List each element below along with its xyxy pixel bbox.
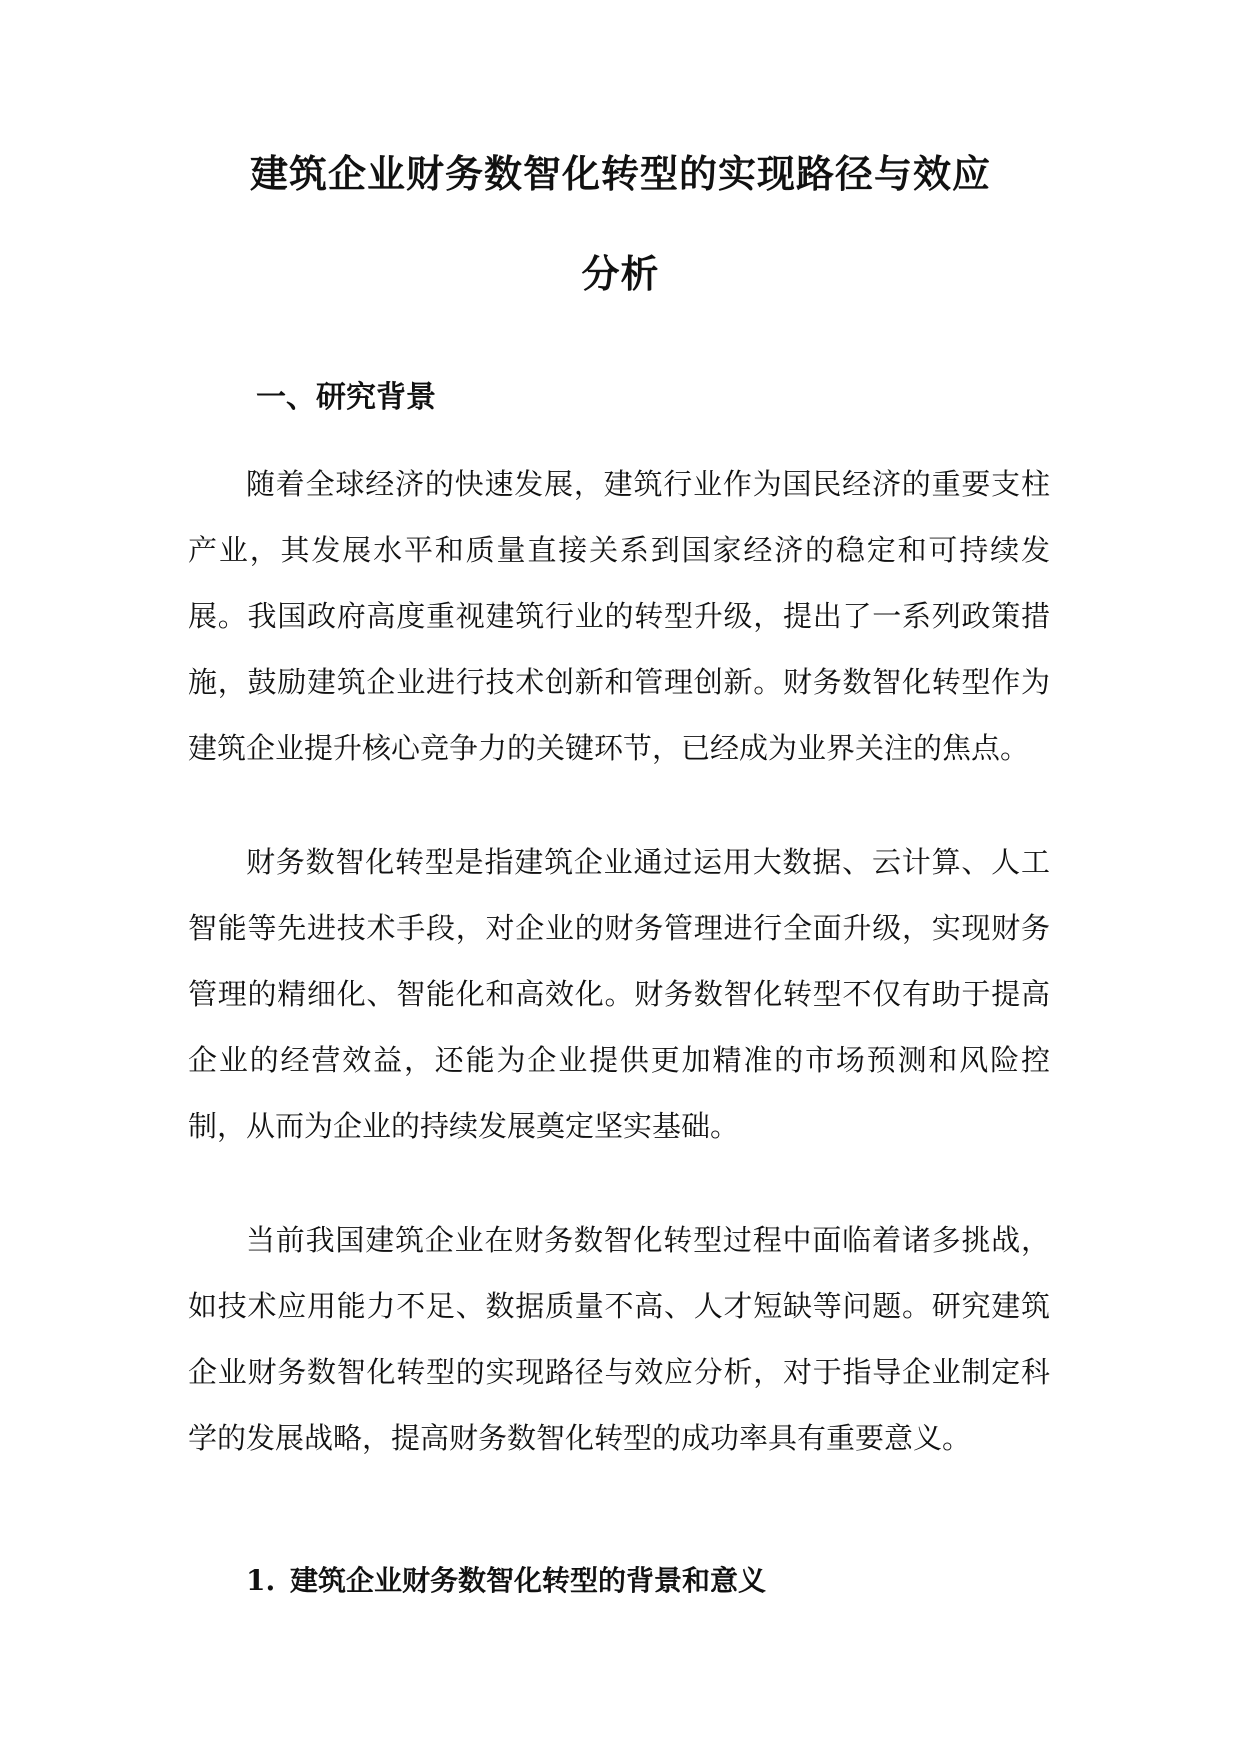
paragraph-3: 当前我国建筑企业在财务数智化转型过程中面临着诸多挑战，如技术应用能力不足、数据质量不高、人才短缺等问题。研究建筑企业财务数智化转型的实现路径与效应分析，对于指导企业制定科学的发展战略，提高财务数智化转型的成功率具有重要意义。 (188, 1223, 1050, 1455)
document-title-line-1: 建筑企业财务数智化转型的实现路径与效应 (249, 151, 991, 196)
subsection-heading (246, 1563, 766, 1599)
paragraph-2: 财务数智化转型是指建筑企业通过运用大数据、云计算、人工智能等先进技术手段，对企业的财务管理进行全面升级，实现财务管理的精细化、智能化和高效化。财务数智化转型不仅有助于提高企业的经营效益，还能为企业提供更加精准的市场预测和风险控制，从而为企业的持续发展奠定坚实基础。 (188, 845, 1050, 1143)
subsection-number: 1. (246, 1564, 276, 1597)
document-title-line-2: 分析 (581, 251, 660, 296)
subsection-heading-text: 建筑企业财务数智化转型的背景和意义 (290, 1564, 767, 1597)
paragraph-1: 随着全球经济的快速发展，建筑行业作为国民经济的重要支柱产业，其发展水平和质量直接关系到国家经济的稳定和可持续发展。我国政府高度重视建筑行业的转型升级，提出了一系列政策措施，鼓励建筑企业进行技术创新和管理创新。财务数智化转型作为建筑企业提升核心竞争力的关键环节，已经成为业界关注的焦点。 (188, 467, 1050, 765)
section-heading-research-background: 一、研究背景 (256, 380, 436, 415)
